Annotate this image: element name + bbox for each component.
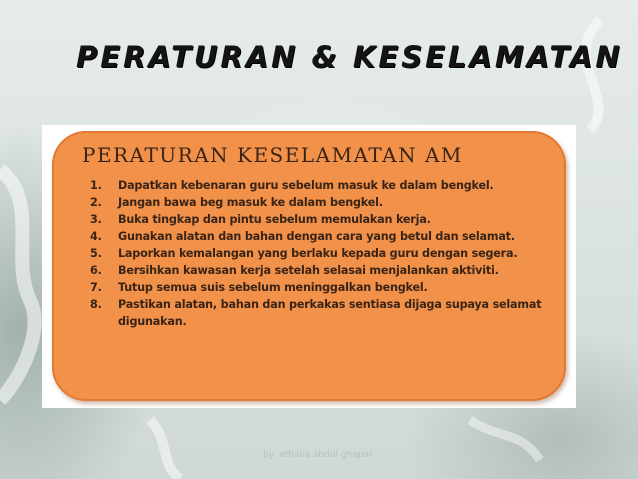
rule-number: 2. — [90, 196, 102, 209]
rule-item — [90, 262, 560, 279]
rule-item — [90, 228, 560, 245]
rule-item — [90, 211, 560, 228]
rule-number: 3. — [90, 213, 102, 226]
rule-number: 8. — [90, 298, 102, 311]
rule-text: Buka tingkap dan pintu sebelum memulakan kerja. — [118, 213, 431, 226]
rule-text: Gunakan alatan dan bahan dengan cara yang betul dan selamat. — [118, 230, 515, 243]
rule-item — [90, 245, 560, 262]
rule-text: Bersihkan kawasan kerja setelah selasai menjalankan aktiviti. — [118, 264, 499, 277]
rule-number: 6. — [90, 264, 102, 277]
rule-item — [90, 296, 560, 330]
rule-number: 1. — [90, 179, 102, 192]
footer-credit: by: athalia abdul ghapar — [263, 450, 373, 460]
rules-image-frame — [42, 125, 576, 408]
rule-number: 7. — [90, 281, 102, 294]
rule-text: Tutup semua suis sebelum meninggalkan bengkel. — [118, 281, 428, 294]
rule-text: Dapatkan kebenaran guru sebelum masuk ke dalam bengkel. — [118, 179, 494, 192]
rule-item — [90, 279, 560, 296]
rule-text: Pastikan alatan, bahan dan perkakas sentiasa dijaga supaya selamat digunakan. — [118, 298, 542, 328]
rule-text: Laporkan kemalangan yang berlaku kepada guru dengan segera. — [118, 247, 518, 260]
rule-number: 4. — [90, 230, 102, 243]
slide-title: PERATURAN & KESELAMATAN — [76, 40, 623, 74]
panel-heading: PERATURAN KESELAMATAN AM — [82, 143, 463, 167]
rules-panel — [52, 131, 566, 401]
rule-text: Jangan bawa beg masuk ke dalam bengkel. — [118, 196, 383, 209]
rule-item — [90, 194, 560, 211]
rule-item — [90, 177, 560, 194]
rule-number: 5. — [90, 247, 102, 260]
rules-list — [90, 177, 560, 330]
